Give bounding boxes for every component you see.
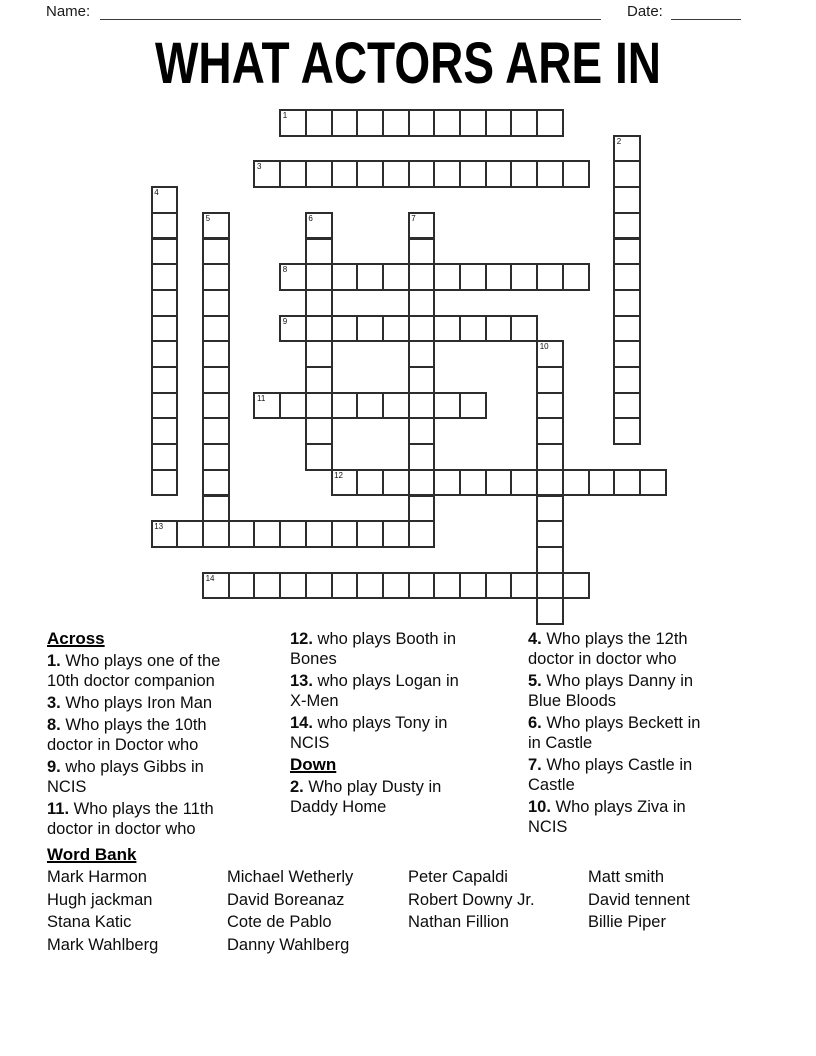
crossword-cell[interactable] bbox=[613, 469, 641, 497]
crossword-cell[interactable] bbox=[202, 366, 230, 394]
name-input-line[interactable] bbox=[100, 2, 601, 20]
crossword-cell[interactable] bbox=[202, 572, 230, 600]
crossword-cell[interactable] bbox=[202, 495, 230, 523]
crossword-cell[interactable] bbox=[510, 469, 538, 497]
crossword-cell[interactable] bbox=[613, 366, 641, 394]
crossword-cell[interactable] bbox=[151, 392, 179, 420]
crossword-cell[interactable] bbox=[408, 212, 436, 240]
crossword-cell[interactable] bbox=[536, 160, 564, 188]
clue-item-number: 9. bbox=[47, 758, 61, 776]
crossword-cell[interactable] bbox=[151, 417, 179, 445]
crossword-cell[interactable] bbox=[305, 160, 333, 188]
crossword-cell[interactable] bbox=[151, 315, 179, 343]
crossword-cell[interactable] bbox=[613, 392, 641, 420]
clue-item-number: 12. bbox=[290, 630, 313, 648]
crossword-cell[interactable] bbox=[331, 392, 359, 420]
crossword-cell[interactable] bbox=[356, 263, 384, 291]
clue-number: 4 bbox=[154, 188, 159, 198]
clue-item-text: who plays Tony in NCIS bbox=[290, 714, 448, 752]
crossword-cell[interactable] bbox=[176, 520, 204, 548]
clue-item bbox=[528, 797, 708, 837]
word-bank-item: Nathan Fillion bbox=[408, 913, 509, 932]
crossword-cell[interactable] bbox=[202, 392, 230, 420]
crossword-cell[interactable] bbox=[562, 469, 590, 497]
clue-number: 7 bbox=[411, 213, 416, 223]
clue-item-text: Who play Dusty in Daddy Home bbox=[290, 778, 442, 816]
clue-item-text: Who plays the 11th doctor in doctor who bbox=[47, 800, 214, 838]
crossword-cell[interactable] bbox=[536, 443, 564, 471]
crossword-cell[interactable] bbox=[408, 289, 436, 317]
crossword-cell[interactable] bbox=[305, 417, 333, 445]
crossword-cell[interactable] bbox=[331, 263, 359, 291]
crossword-cell[interactable] bbox=[202, 289, 230, 317]
crossword-cell[interactable] bbox=[562, 572, 590, 600]
crossword-cell[interactable] bbox=[151, 443, 179, 471]
crossword-cell[interactable] bbox=[331, 520, 359, 548]
crossword-cell[interactable] bbox=[356, 315, 384, 343]
crossword-cell[interactable] bbox=[151, 289, 179, 317]
crossword-cell[interactable] bbox=[382, 263, 410, 291]
word-bank-item: Billie Piper bbox=[588, 913, 666, 932]
crossword-cell[interactable] bbox=[382, 520, 410, 548]
crossword-cell[interactable] bbox=[459, 469, 487, 497]
crossword-cell[interactable] bbox=[305, 289, 333, 317]
clue-item-number: 13. bbox=[290, 672, 313, 690]
crossword-cell[interactable] bbox=[151, 520, 179, 548]
crossword-cell[interactable] bbox=[485, 263, 513, 291]
crossword-cell[interactable] bbox=[536, 572, 564, 600]
clue-item-number: 8. bbox=[47, 716, 61, 734]
crossword-cell[interactable] bbox=[562, 160, 590, 188]
crossword-cell[interactable] bbox=[151, 263, 179, 291]
clue-item-text: Who plays Beckett in in Castle bbox=[528, 714, 701, 752]
clue-item bbox=[47, 799, 227, 839]
crossword-cell[interactable] bbox=[613, 315, 641, 343]
crossword-cell[interactable] bbox=[228, 572, 256, 600]
crossword-cell[interactable] bbox=[356, 392, 384, 420]
crossword-cell[interactable] bbox=[305, 212, 333, 240]
crossword-cell[interactable] bbox=[408, 238, 436, 266]
crossword-cell[interactable] bbox=[151, 212, 179, 240]
crossword-cell[interactable] bbox=[279, 109, 307, 137]
crossword-cell[interactable] bbox=[356, 520, 384, 548]
crossword-cell[interactable] bbox=[536, 597, 564, 625]
crossword-cell[interactable] bbox=[536, 392, 564, 420]
crossword-cell[interactable] bbox=[510, 315, 538, 343]
crossword-cell[interactable] bbox=[305, 238, 333, 266]
crossword-cell[interactable] bbox=[433, 263, 461, 291]
word-bank-item: David tennent bbox=[588, 890, 690, 909]
crossword-cell[interactable] bbox=[331, 109, 359, 137]
crossword-cell[interactable] bbox=[536, 263, 564, 291]
crossword-cell[interactable] bbox=[536, 546, 564, 574]
crossword-cell[interactable] bbox=[202, 469, 230, 497]
crossword-cell[interactable] bbox=[536, 109, 564, 137]
clue-item-number: 6. bbox=[528, 714, 542, 732]
word-bank-item: Michael Wetherly bbox=[227, 868, 354, 886]
clue-item bbox=[290, 713, 470, 753]
crossword-cell[interactable] bbox=[305, 366, 333, 394]
clue-item-number: 14. bbox=[290, 714, 313, 732]
word-bank-item: Mark Harmon bbox=[47, 868, 147, 886]
crossword-cell[interactable] bbox=[485, 572, 513, 600]
crossword-cell[interactable] bbox=[510, 263, 538, 291]
crossword-cell[interactable] bbox=[613, 417, 641, 445]
section-heading-down: Down bbox=[290, 755, 337, 774]
crossword-cell[interactable] bbox=[279, 520, 307, 548]
crossword-cell[interactable] bbox=[459, 109, 487, 137]
clue-item-text: Who plays the 10th doctor in Doctor who bbox=[47, 716, 207, 754]
crossword-cell[interactable] bbox=[408, 366, 436, 394]
clue-item-text: Who plays the 12th doctor in doctor who bbox=[528, 630, 688, 668]
crossword-cell[interactable] bbox=[202, 212, 230, 240]
crossword-cell[interactable] bbox=[331, 469, 359, 497]
crossword-cell[interactable] bbox=[202, 263, 230, 291]
crossword-cell[interactable] bbox=[408, 160, 436, 188]
crossword-cell[interactable] bbox=[382, 572, 410, 600]
crossword-cell[interactable] bbox=[459, 263, 487, 291]
crossword-cell[interactable] bbox=[305, 109, 333, 137]
crossword-cell[interactable] bbox=[331, 160, 359, 188]
word-bank-item: Cote de Pablo bbox=[227, 913, 332, 932]
crossword-cell[interactable] bbox=[613, 212, 641, 240]
clue-item-text: who plays Booth in Bones bbox=[290, 630, 457, 668]
crossword-cell[interactable] bbox=[536, 469, 564, 497]
crossword-cell[interactable] bbox=[356, 572, 384, 600]
crossword-cell[interactable] bbox=[151, 238, 179, 266]
clue-item bbox=[290, 671, 470, 711]
clue-item bbox=[47, 693, 227, 713]
clue-item-number: 1. bbox=[47, 652, 61, 670]
crossword-cell[interactable] bbox=[536, 417, 564, 445]
crossword-cell[interactable] bbox=[305, 572, 333, 600]
date-label: Date: bbox=[627, 3, 663, 20]
clue-item-text: Who plays Danny in Blue Bloods bbox=[528, 672, 694, 710]
crossword-cell[interactable] bbox=[613, 340, 641, 368]
clue-item-number: 2. bbox=[290, 778, 304, 796]
crossword-cell[interactable] bbox=[305, 392, 333, 420]
crossword-cell[interactable] bbox=[485, 469, 513, 497]
word-bank-item: Mark Wahlberg bbox=[47, 935, 159, 954]
word-bank-column bbox=[47, 866, 158, 956]
crossword-cell[interactable] bbox=[151, 340, 179, 368]
crossword-cell[interactable] bbox=[331, 315, 359, 343]
crossword-cell[interactable] bbox=[613, 135, 641, 163]
crossword-cell[interactable] bbox=[613, 238, 641, 266]
clue-number: 14 bbox=[205, 573, 215, 583]
word-bank-item: David Boreanaz bbox=[227, 890, 345, 909]
crossword-cell[interactable] bbox=[202, 238, 230, 266]
clue-number: 2 bbox=[616, 136, 622, 146]
word-bank-item: Robert Downy Jr. bbox=[408, 890, 535, 909]
clue-item bbox=[528, 755, 708, 795]
clue-item bbox=[528, 671, 708, 711]
word-bank-column bbox=[408, 866, 535, 934]
crossword-cell[interactable] bbox=[202, 520, 230, 548]
clue-column-right bbox=[528, 629, 708, 839]
crossword-cell[interactable] bbox=[279, 315, 307, 343]
crossword-cell[interactable] bbox=[408, 315, 436, 343]
clue-column-left bbox=[47, 629, 227, 841]
clue-number: 5 bbox=[205, 213, 211, 223]
crossword-cell[interactable] bbox=[279, 572, 307, 600]
clue-item bbox=[47, 757, 227, 797]
clue-item-number: 11. bbox=[47, 800, 70, 818]
crossword-cell[interactable] bbox=[408, 392, 436, 420]
page-title: WHAT ACTORS ARE IN bbox=[155, 29, 661, 96]
crossword-cell[interactable] bbox=[356, 160, 384, 188]
crossword-cell[interactable] bbox=[459, 315, 487, 343]
crossword-cell[interactable] bbox=[588, 469, 616, 497]
crossword-cell[interactable] bbox=[408, 417, 436, 445]
crossword-cell[interactable] bbox=[202, 340, 230, 368]
crossword-cell[interactable] bbox=[536, 520, 564, 548]
crossword-cell[interactable] bbox=[356, 109, 384, 137]
clue-item bbox=[47, 651, 227, 691]
crossword-cell[interactable] bbox=[536, 366, 564, 394]
section-heading-across: Across bbox=[47, 629, 105, 648]
crossword-cell[interactable] bbox=[408, 443, 436, 471]
crossword-cell[interactable] bbox=[279, 160, 307, 188]
clue-item bbox=[528, 629, 708, 669]
crossword-cell[interactable] bbox=[382, 392, 410, 420]
clue-number: 6 bbox=[308, 213, 313, 223]
crossword-cell[interactable] bbox=[305, 315, 333, 343]
clue-item-number: 4. bbox=[528, 630, 542, 648]
word-bank-heading: Word Bank bbox=[47, 845, 137, 864]
crossword-cell[interactable] bbox=[433, 160, 461, 188]
crossword-cell[interactable] bbox=[408, 109, 436, 137]
crossword-cell[interactable] bbox=[459, 160, 487, 188]
crossword-cell[interactable] bbox=[331, 572, 359, 600]
crossword-cell[interactable] bbox=[253, 572, 281, 600]
crossword-cell[interactable] bbox=[459, 392, 487, 420]
name-label: Name: bbox=[46, 3, 91, 20]
word-bank-column bbox=[588, 866, 690, 934]
crossword-cell[interactable] bbox=[485, 315, 513, 343]
clue-number: 10 bbox=[539, 342, 549, 352]
date-input-line[interactable] bbox=[671, 2, 741, 20]
clue-number: 9 bbox=[282, 316, 288, 326]
crossword-cell[interactable] bbox=[536, 340, 564, 368]
crossword-cell[interactable] bbox=[433, 392, 461, 420]
crossword-cell[interactable] bbox=[253, 520, 281, 548]
crossword-cell[interactable] bbox=[305, 340, 333, 368]
clue-item-number: 10. bbox=[528, 798, 551, 816]
word-bank-item: Peter Capaldi bbox=[408, 868, 508, 886]
clue-item-number: 7. bbox=[528, 756, 542, 774]
crossword-cell[interactable] bbox=[433, 572, 461, 600]
crossword-cell[interactable] bbox=[253, 160, 281, 188]
crossword-cell[interactable] bbox=[202, 443, 230, 471]
crossword-cell[interactable] bbox=[202, 315, 230, 343]
crossword-cell[interactable] bbox=[408, 469, 436, 497]
crossword-cell[interactable] bbox=[228, 520, 256, 548]
clue-item-text: who plays Gibbs in NCIS bbox=[47, 758, 204, 796]
crossword-cell[interactable] bbox=[253, 392, 281, 420]
crossword-cell[interactable] bbox=[356, 469, 384, 497]
crossword-cell[interactable] bbox=[279, 392, 307, 420]
crossword-cell[interactable] bbox=[510, 160, 538, 188]
crossword-cell[interactable] bbox=[613, 160, 641, 188]
clue-number: 3 bbox=[256, 162, 262, 172]
crossword-cell[interactable] bbox=[279, 263, 307, 291]
crossword-cell[interactable] bbox=[202, 417, 230, 445]
crossword-cell[interactable] bbox=[408, 520, 436, 548]
crossword-cell[interactable] bbox=[151, 469, 179, 497]
crossword-cell[interactable] bbox=[408, 340, 436, 368]
clue-item-number: 5. bbox=[528, 672, 542, 690]
clue-item bbox=[290, 629, 470, 669]
clue-item-number: 3. bbox=[47, 694, 61, 712]
crossword-cell[interactable] bbox=[613, 263, 641, 291]
clue-item-text: Who plays Castle in Castle bbox=[528, 756, 693, 794]
crossword-cell[interactable] bbox=[459, 572, 487, 600]
crossword-cell[interactable] bbox=[433, 315, 461, 343]
word-bank-item: Hugh jackman bbox=[47, 890, 153, 909]
clue-number: 12 bbox=[334, 470, 343, 480]
clue-item-text: Who plays Iron Man bbox=[60, 694, 213, 712]
crossword-cell[interactable] bbox=[305, 263, 333, 291]
crossword-cell[interactable] bbox=[408, 572, 436, 600]
word-bank-item: Stana Katic bbox=[47, 913, 132, 932]
clue-item-text: who plays Logan in X-Men bbox=[290, 672, 459, 710]
crossword-cell[interactable] bbox=[408, 263, 436, 291]
crossword-cell[interactable] bbox=[536, 495, 564, 523]
crossword-cell[interactable] bbox=[408, 495, 436, 523]
clue-item-text: Who plays one of the 10th doctor companion bbox=[47, 652, 221, 690]
clue-number: 13 bbox=[154, 522, 164, 532]
crossword-cell[interactable] bbox=[305, 443, 333, 471]
crossword-cell[interactable] bbox=[485, 109, 513, 137]
clue-item bbox=[47, 715, 227, 755]
crossword-cell[interactable] bbox=[485, 160, 513, 188]
crossword-cell[interactable] bbox=[151, 366, 179, 394]
clue-item-text: Who plays Ziva in NCIS bbox=[528, 798, 686, 836]
crossword-cell[interactable] bbox=[433, 109, 461, 137]
crossword-cell[interactable] bbox=[382, 160, 410, 188]
crossword-cell[interactable] bbox=[562, 263, 590, 291]
crossword-cell[interactable] bbox=[510, 572, 538, 600]
clue-number: 11 bbox=[256, 393, 266, 403]
clue-number: 1 bbox=[282, 111, 288, 120]
crossword-cell[interactable] bbox=[510, 109, 538, 137]
crossword-cell[interactable] bbox=[613, 186, 641, 214]
word-bank-item: Danny Wahlberg bbox=[227, 935, 350, 954]
crossword-cell[interactable] bbox=[382, 315, 410, 343]
clue-column-middle bbox=[290, 629, 470, 819]
word-bank-item: Matt smith bbox=[588, 868, 665, 886]
crossword-cell[interactable] bbox=[305, 520, 333, 548]
crossword-cell[interactable] bbox=[639, 469, 667, 497]
clue-item bbox=[528, 713, 708, 753]
crossword-cell[interactable] bbox=[382, 109, 410, 137]
clue-number: 8 bbox=[282, 265, 288, 275]
crossword-cell[interactable] bbox=[613, 289, 641, 317]
word-bank-column bbox=[227, 866, 353, 956]
crossword-cell[interactable] bbox=[382, 469, 410, 497]
crossword-cell[interactable] bbox=[151, 186, 179, 214]
clue-item bbox=[290, 777, 470, 817]
crossword-cell[interactable] bbox=[433, 469, 461, 497]
